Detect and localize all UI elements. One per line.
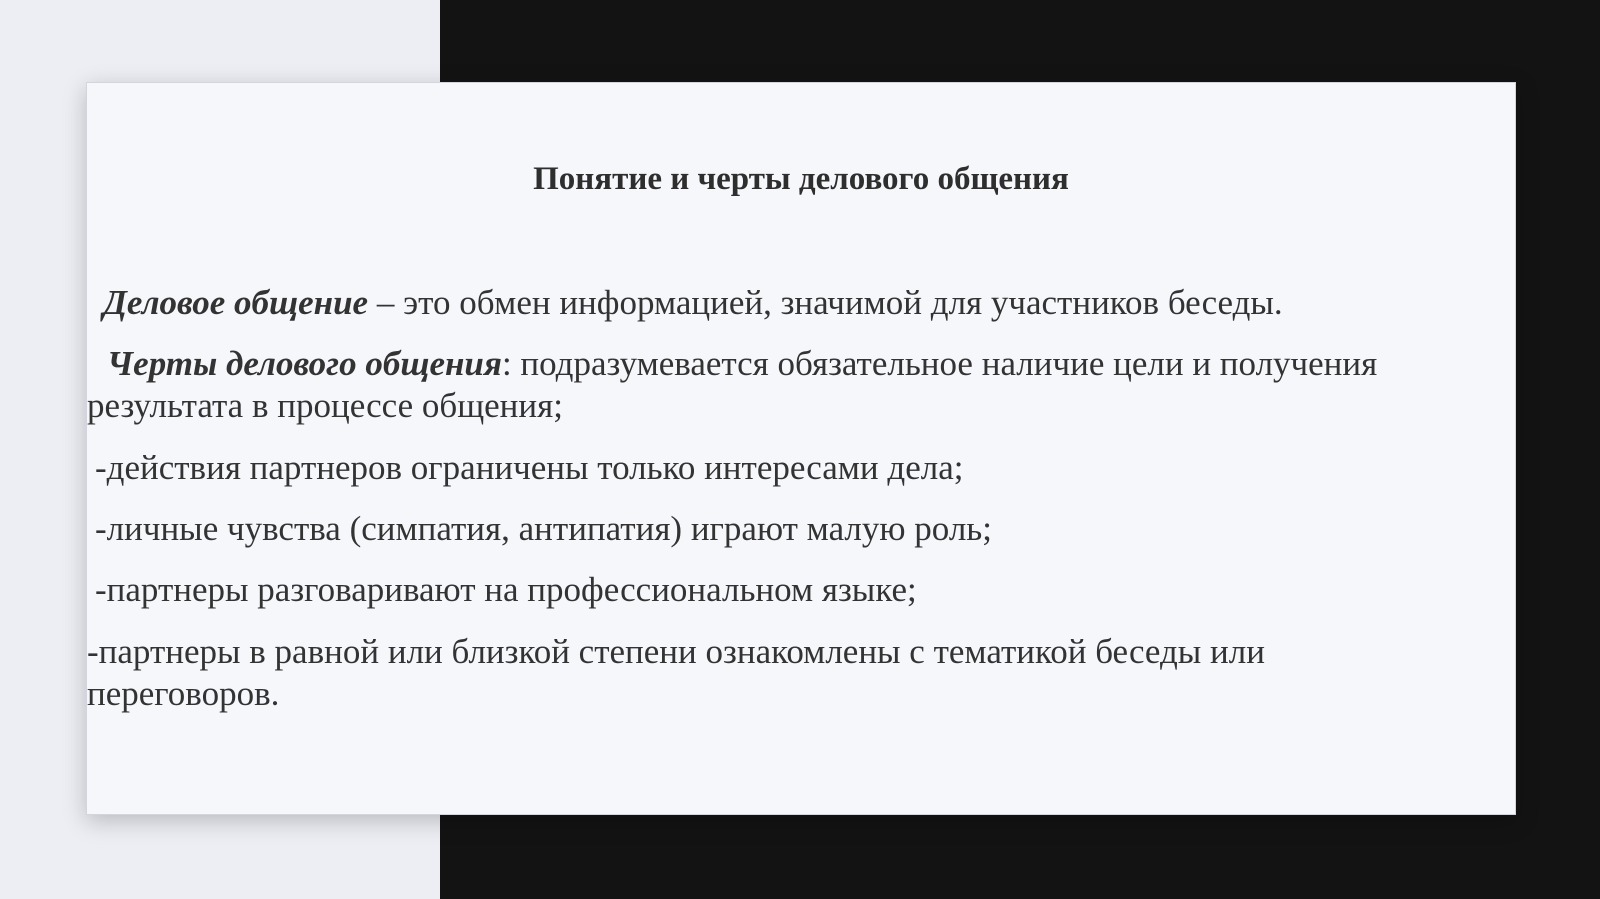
slide-title: Понятие и черты делового общения [533, 161, 1069, 197]
feature-item-last: -партнеры в равной или близкой степени ознакомлены с тематикой беседы или [87, 632, 1265, 671]
feature-item: -личные чувства (симпатия, антипатия) играют малую роль; [95, 509, 992, 548]
feature-item-last-continuation: переговоров. [87, 674, 280, 713]
feature-item: -действия партнеров ограничены только интересами дела; [95, 448, 964, 487]
definition-paragraph [87, 282, 1523, 324]
features-term: Черты делового общения [107, 344, 502, 383]
features-paragraph-continuation: результата в процессе общения; [87, 386, 563, 425]
definition-term: Деловое общение [103, 283, 369, 322]
features-paragraph [87, 343, 1527, 385]
feature-item: -партнеры разговаривают на профессиональном языке; [95, 570, 917, 609]
definition-text: – это обмен информацией, значимой для участников беседы. [368, 283, 1283, 322]
features-text: : подразумевается обязательное наличие цели и получения [501, 344, 1378, 383]
slide-content-card [86, 82, 1516, 815]
